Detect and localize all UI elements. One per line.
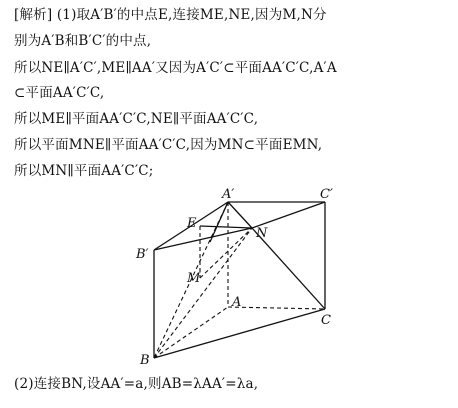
label-B: B xyxy=(140,353,150,367)
solution-heading: [解析] xyxy=(14,7,53,23)
solution-text-1: (1)取A′B′的中点E,连接ME,NE,因为M,N分 xyxy=(56,7,327,23)
label-E: E xyxy=(187,216,197,231)
solution-line-4: ⊂平面AA′C′C, xyxy=(14,85,105,101)
label-M: M xyxy=(187,271,201,286)
segment-E-N xyxy=(200,226,252,228)
solution-line-8: (2)连接BN,设AA′=a,则AB=λAA′=λa, xyxy=(14,376,259,392)
solution-line-5: 所以ME∥平面AA′C′C,NE∥平面AA′C′C, xyxy=(14,111,259,127)
label-C: C xyxy=(321,313,331,328)
prism-diagram xyxy=(130,182,360,367)
label-C-prime: C′ xyxy=(320,187,333,202)
segment-Ap-N xyxy=(228,202,252,228)
solution-line-2: 别为A′B和B′C′的中点, xyxy=(14,33,152,49)
solution-line-1 xyxy=(14,6,327,24)
label-A: A xyxy=(232,295,242,310)
solution-line-6: 所以平面MNE∥平面AA′C′C,因为MN⊂平面EMN, xyxy=(14,137,323,153)
solution-line-3: 所以NE∥A′C′,ME∥AA′又因为A′C′⊂平面AA′C′C,A′A xyxy=(14,60,337,76)
segment-M-N xyxy=(200,228,252,278)
edge-Bp-N xyxy=(154,228,252,250)
label-B-prime: B′ xyxy=(136,247,149,262)
label-A-prime: A′ xyxy=(222,187,235,202)
edge-N-Cp xyxy=(252,202,325,228)
edge-A-C xyxy=(228,307,325,309)
edge-B-A xyxy=(154,307,228,358)
label-N: N xyxy=(256,226,268,241)
edge-B-C xyxy=(154,309,325,358)
segment-B-N xyxy=(154,228,252,358)
solution-line-7: 所以MN∥平面AA′C′C; xyxy=(14,163,154,179)
